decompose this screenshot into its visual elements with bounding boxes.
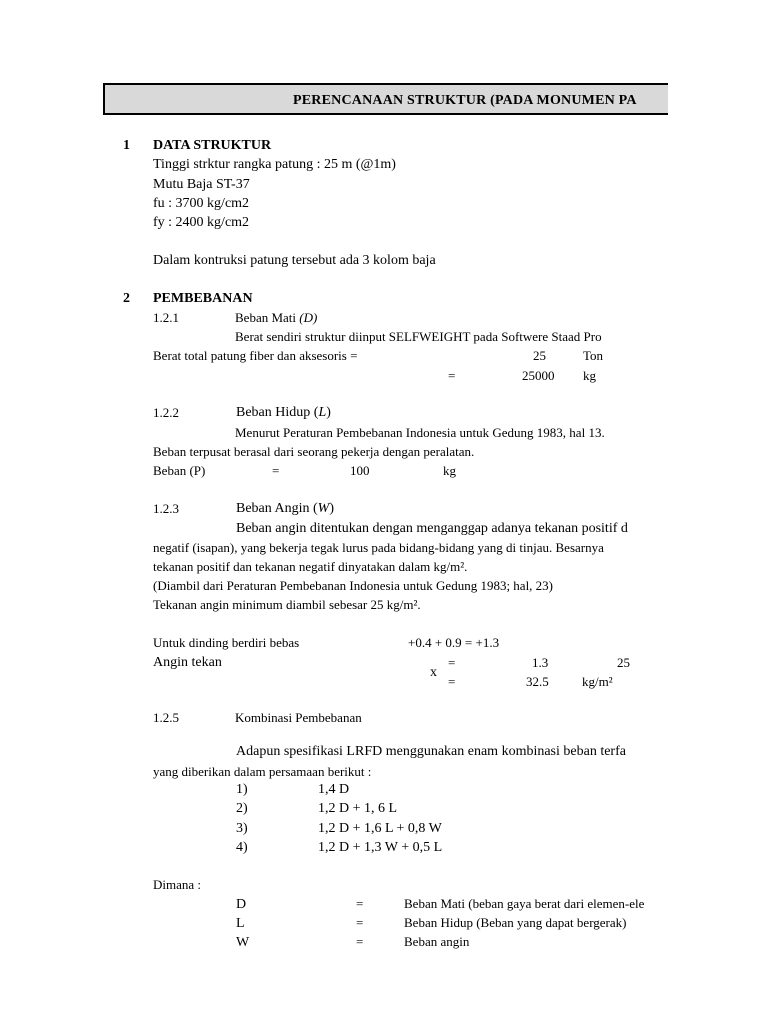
wind-load-text: negatif (isapan), yang bekerja tegak lurus pada bidang-bidang yang di tinjau. Besarnya [153,540,604,555]
combination-number: 4) [236,840,248,855]
live-load-heading: Beban Hidup (L) [236,405,331,420]
dead-load-unit-ton: Ton [583,348,604,363]
equals-sign: = [356,915,364,930]
wind-load-heading: Beban Angin (W) [236,501,334,516]
dead-load-value-ton: 25 [533,348,546,363]
definition-text: Beban angin [404,934,470,949]
equals-sign: = [356,934,364,949]
column-note: Dalam kontruksi patung tersebut ada 3 kolom baja [153,253,436,268]
section-1-heading: DATA STRUKTUR [153,138,272,153]
multiply-sign: x [430,665,437,680]
wind-load-text: Tekanan angin minimum diambil sebesar 25 kg/m². [153,597,421,612]
combination-formula: 1,2 D + 1,3 W + 0,5 L [318,840,443,855]
live-load-desc: Menurut Peraturan Pembebanan Indonesia untuk Gedung 1983, hal 13. [235,425,605,440]
live-load-point: Beban terpusat berasal dari seorang pekerja dengan peralatan. [153,444,475,459]
data-line: Tinggi strktur rangka patung : 25 m (@1m) [153,157,396,172]
pressure-minimum: 25 [617,655,630,670]
equals-sign: = [448,655,456,670]
combination-formula: 1,2 D + 1, 6 L [318,801,398,816]
section-2-number: 2 [123,291,130,306]
combination-number: 1) [236,782,248,797]
data-line: fy : 2400 kg/cm2 [153,215,250,230]
definitions-label: Dimana : [153,877,202,892]
combination-intro: Adapun spesifikasi LRFD menggunakan enam kombinasi beban terfa [236,744,626,759]
pressure-coefficient: 1.3 [532,655,549,670]
subsection-number: 1.2.1 [153,310,179,325]
section-2-heading: PEMBEBANAN [153,291,253,306]
live-load-value: 100 [350,463,370,478]
wind-load-text: tekanan positif dan tekanan negatif dinyatakan dalam kg/m². [153,559,468,574]
dead-load-heading: Beban Mati (D) [235,310,318,325]
definition-text: Beban Hidup (Beban yang dapat bergerak) [404,915,627,930]
definition-text: Beban Mati (beban gaya berat dari elemen-ele [404,896,645,911]
equals-sign: = [448,368,456,383]
wind-load-text: Beban angin ditentukan dengan menganggap adanya tekanan positif d [236,521,628,536]
definition-symbol: W [236,935,250,950]
combination-intro: yang diberikan dalam persamaan berikut : [153,764,372,779]
section-1-number: 1 [123,138,130,153]
wall-label: Untuk dinding berdiri bebas [153,635,300,650]
data-line: fu : 3700 kg/cm2 [153,196,250,211]
document-title: PERENCANAAN STRUKTUR (PADA MONUMEN PA [293,93,637,108]
definition-symbol: D [236,897,247,912]
combination-heading: Kombinasi Pembebanan [235,710,362,725]
combination-number: 3) [236,821,248,836]
equals-sign: = [356,896,364,911]
pressure-label: Angin tekan [153,655,222,670]
equals-sign: = [272,463,280,478]
wind-load-text: (Diambil dari Peraturan Pembebanan Indonesia untuk Gedung 1983; hal, 23) [153,578,554,593]
combination-formula: 1,2 D + 1,6 L + 0,8 W [318,821,442,836]
equals-sign: = [448,674,456,689]
dead-load-desc: Berat sendiri struktur diinput SELFWEIGHT pada Softwere Staad Pro [235,329,602,344]
data-line: Mutu Baja ST-37 [153,177,250,192]
dead-load-total-label: Berat total patung fiber dan aksesoris = [153,348,358,363]
combination-number: 2) [236,801,248,816]
dead-load-value-kg: 25000 [522,368,555,383]
dead-load-unit-kg: kg [583,368,596,383]
definition-symbol: L [236,916,245,931]
live-load-unit: kg [443,463,456,478]
pressure-unit: kg/m² [582,674,613,689]
subsection-number: 1.2.3 [153,501,179,516]
subsection-number: 1.2.2 [153,405,179,420]
page-crop-edge [668,0,768,1024]
wall-coefficient: +0.4 + 0.9 = +1.3 [408,635,500,650]
pressure-result: 32.5 [526,674,549,689]
combination-formula: 1,4 D [318,782,350,797]
subsection-number: 1.2.5 [153,710,179,725]
live-load-p-label: Beban (P) [153,463,206,478]
